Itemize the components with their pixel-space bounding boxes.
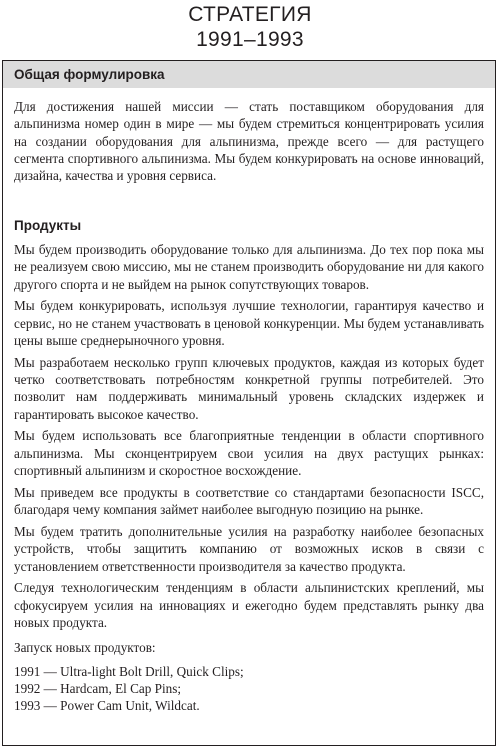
strategy-box [2,60,496,746]
products-paragraph-7: Следуя технологическим тенденциям в области альпинистских креплений, мы сфокусируем усилия на инновациях и ежегодно будем представлять рынку два новых продукта. [14,580,484,630]
products-paragraph-5: Мы приведем все продукты в соответствие со стандартами безопасности ISCC, благодаря чему компания займет наиболее выгодную позицию на рынке. [14,484,484,518]
launch-label: Запуск новых продуктов: [14,640,156,656]
general-text-block [14,98,484,189]
section-heading-general: Общая формулировка [14,67,165,82]
launch-item-1991: 1991 — Ultra-light Bolt Drill, Quick Clips; [14,663,244,679]
products-paragraph-1: Мы будем производить оборудование только для альпинизма. До тех пор пока мы не реализуем свою миссию, мы не станем производить оборудование ни для какого другого спорта и не выйдем на рынок сопутствующих товаров. [14,242,484,292]
title-years: 1991–1993 [196,28,304,51]
launch-item-1993: 1993 — Power Cam Unit, Wildcat. [14,698,200,714]
launch-item-1992: 1992 — Hardcam, El Cap Pins; [14,680,182,696]
products-paragraph-4: Мы будем использовать все благоприятные тенденции в области спортивного альпинизма. Мы сконцентрируем свои усилия на двух растущих рынках: спортивный альпинизм и скоростное восхождение. [14,428,484,479]
title-text: СТРАТЕГИЯ [188,3,312,26]
page-title [0,2,500,52]
section-heading-products: Продукты [14,218,82,233]
products-paragraph-2: Мы будем конкурировать, используя лучшие технологии, гарантируя качество и сервис, но не станем участвовать в ценовой конкуренции. Мы будем устанавливать цены выше среднерыночного уровня. [14,298,484,348]
products-text-block [14,241,484,714]
general-paragraph: Для достижения нашей миссии — стать поставщиком оборудования для альпинизма номер один в мире — мы будем стремиться концентрировать усилия на создании оборудования для альпинизма, прежде всего — для растущего сегмента спортивного альпинизма. Мы будем конкурировать на основе инноваций, дизайна, качества и уровня сервиса. [14,99,484,184]
products-paragraph-6: Мы будем тратить дополнительные усилия на разработку наиболее безопасных устройств, чтобы защитить компанию от возможных исков в связи с установлением ответственности производителя за качество продукта. [14,523,484,574]
products-paragraph-3: Мы разработаем несколько групп ключевых продуктов, каждая из которых будет четко соответствовать потребностям конкретной группы потребителей. Это позволит нам поддерживать минимальный уровень складских издержек и гарантировать высокое качество. [14,354,484,422]
launch-list [14,639,484,714]
